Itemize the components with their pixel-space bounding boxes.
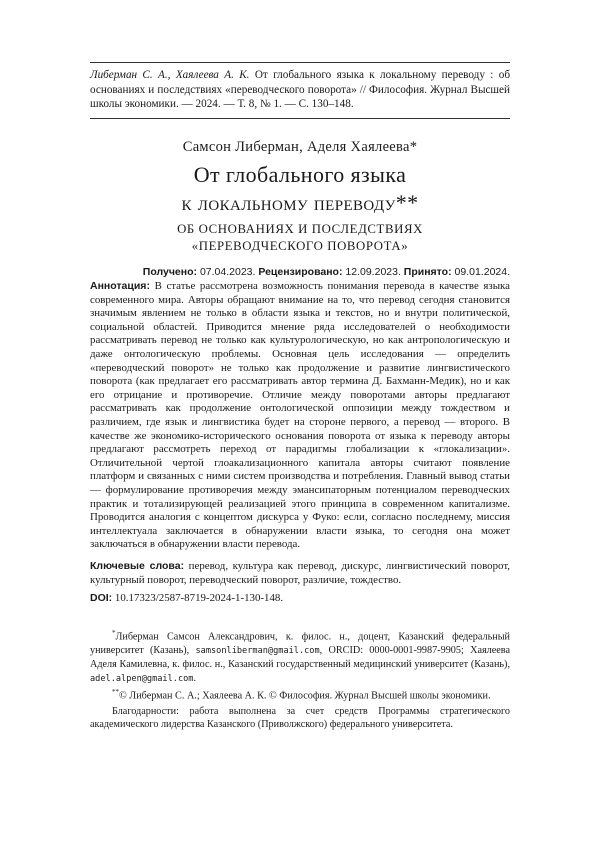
citation-text: От глобального языка к локальному переводу : об основаниях и последствиях «переводческого поворота» // Философия. Журнал Высшей школы экономики. — 2024. — Т. 8, № 1. — С. 130–148. xyxy=(90,69,511,110)
author-email-2[interactable]: adel.alpen@gmail.com xyxy=(90,673,194,684)
article-subtitle xyxy=(90,221,510,255)
keywords-text: перевод, культура как перевод, дискурс, лингвистический поворот, культурный поворот, переводческий поворот, различие, тождество. xyxy=(90,560,510,586)
subtitle-line-1: ОБ ОСНОВАНИЯХ И ПОСЛЕДСТВИЯХ xyxy=(177,222,423,236)
acknowledgements: Благодарности: работа выполнена за счет средств Программы стратегического академического лидерства Казанского (Приволжского) федерального университета. xyxy=(90,706,510,731)
author-email-1[interactable]: samsonliberman@gmail.com xyxy=(195,645,320,656)
citation-rule xyxy=(90,118,510,119)
footnote-1-orcid: , ORCID: 0000-0001-9987-9905; Хаялеева Аделя Камилевна, к. филос. н., Казанский государственный медицинский университет (Казань), xyxy=(90,644,510,671)
footnotes xyxy=(90,627,510,703)
citation-authors: Либерман С. А., Хаялеева А. К. xyxy=(90,69,250,81)
received-date: 07.04.2023. xyxy=(199,266,256,278)
subtitle-line-2: «ПЕРЕВОДЧЕСКОГО ПОВОРОТА» xyxy=(191,239,409,253)
abstract xyxy=(90,280,510,552)
publication-dates xyxy=(90,266,510,278)
reviewed-label: Рецензировано: xyxy=(258,266,343,278)
citation-block xyxy=(90,68,510,112)
accepted-label: Принято: xyxy=(403,266,452,278)
footnote-copyright xyxy=(90,686,510,703)
doi-link[interactable]: 10.17323/2587-8719-2024-1-130-148. xyxy=(114,592,284,604)
reviewed-date: 12.09.2023. xyxy=(345,266,401,278)
top-rule xyxy=(90,62,510,63)
footnote-1-end: . xyxy=(193,672,197,684)
article-title xyxy=(90,161,510,217)
article-authors: Самсон Либерман, Аделя Хаялеева* xyxy=(182,139,418,155)
footnote-1-text: Либерман Самсон Александрович, к. филос. н., доцент, Казанский федеральный университет (Казань), xyxy=(90,631,510,656)
abstract-label: Аннотация: xyxy=(90,280,150,292)
doi xyxy=(90,592,510,606)
accepted-date: 09.01.2024. xyxy=(454,266,510,278)
footnote-2-text: © Либерман С. А.; Хаялеева А. К. © Философия. Журнал Высшей школы экономики. xyxy=(119,690,491,702)
footnote-authors xyxy=(90,627,510,686)
title-line-1: От глобального языка xyxy=(193,162,407,187)
keywords-label: Ключевые слова: xyxy=(90,560,185,572)
keywords xyxy=(90,560,510,587)
abstract-text: В статье рассмотрена возможность понимания перевода в качестве языка современного мира. Авторы обращают внимание на то, что перевод сегодня становится значимым явлением не только в области языка и текстов, но и внутри политической, социальной областей. Приводится мнение ряда исследователей о необходимости рассматривать перевод не только как культурологическую, но как антропологическую и даже онтологическую проблемы. Основная цель исследования — определить «переводческий поворот» не только как продолжение и развитие лингвистического поворота (как предлагает его рассматривать автор термина Д. Бахманн-Медик), но и как его отрицание и противоречие. Отличие между поворотами авторы предлагают рассматривать как продолжение онтологической оппозиции между тождеством и различием, где язык и лингвистика будет на стороне первого, а перевод — второго. В качестве же экономико-исторического основания поворота от языка к переводу авторы предлагают рассмотреть переход от парадигмы глобализации к «глокализации». Отличительной чертой глоакализационного капитала авторы считают появление платформ и связанных с ними систем производства и потребления. Главный вывод статьи — формулирование противоречия между эмансипаторным потенциалом переводческих практик и тотализирующей реализацией этого принципа в современном капитализме. Проводится аналогия с концептом дискурса у Фуко: если, согласно последнему, миссия интеллектуала заключается в обнаружении власти языка, то сегодня она может заключаться в обнаружении власти перевода. xyxy=(90,280,510,551)
title-line-2: к локальному переводу** xyxy=(181,190,419,215)
doi-label: DOI: xyxy=(90,592,113,604)
footnote-mark-2: ** xyxy=(112,688,119,697)
received-label: Получено: xyxy=(142,266,198,278)
footnote-mark-1: * xyxy=(112,629,116,637)
